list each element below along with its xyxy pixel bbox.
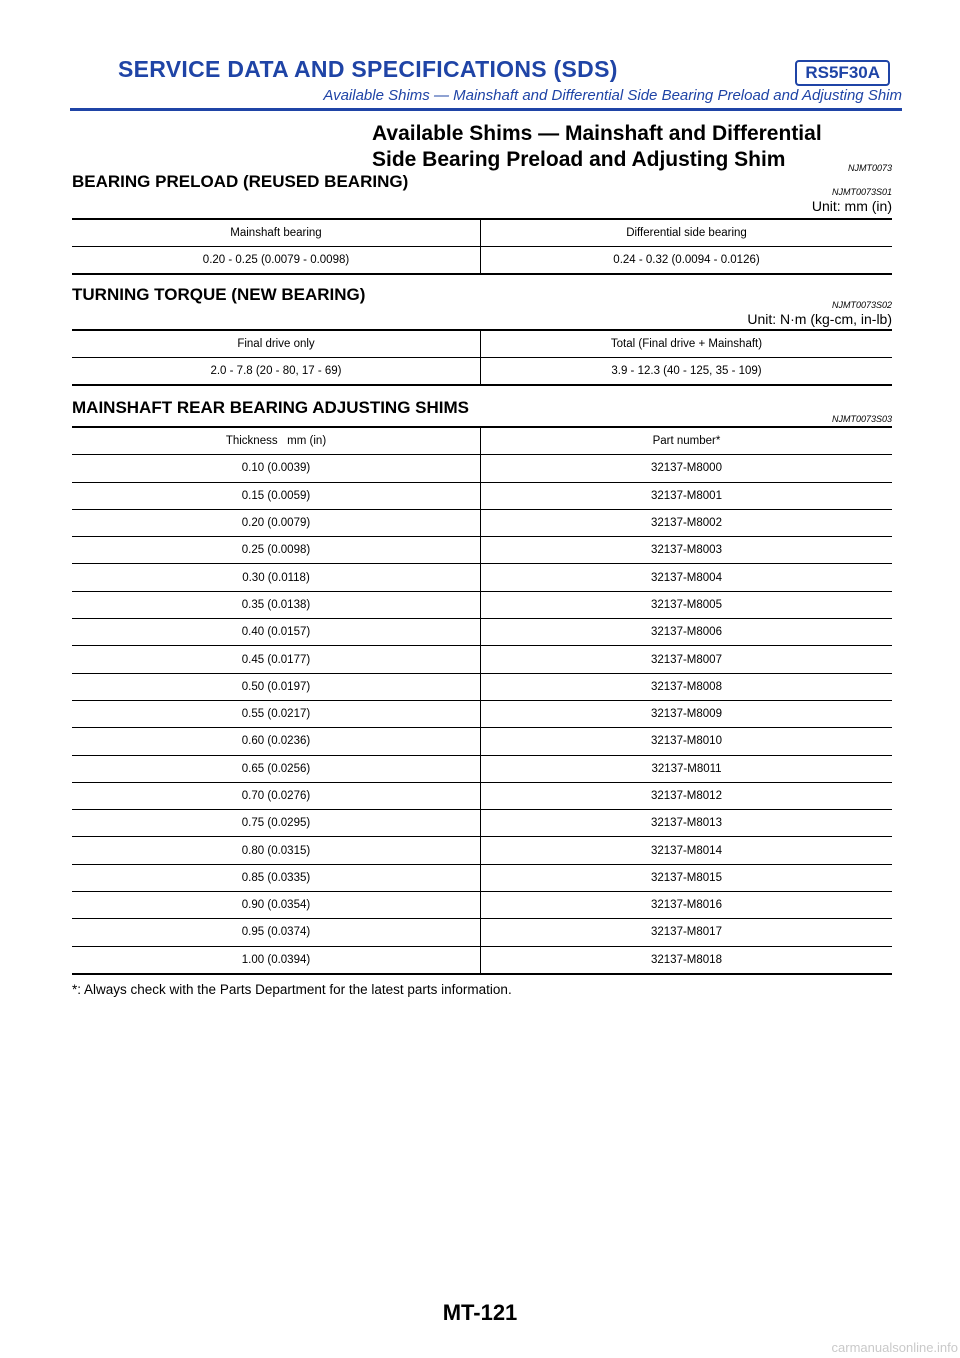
table-cell: 0.15 (0.0059) <box>72 482 481 509</box>
table-cell: 0.65 (0.0256) <box>72 755 481 782</box>
table-header-cell: Differential side bearing <box>481 219 893 247</box>
table-row <box>72 728 892 755</box>
header-rule <box>70 108 902 111</box>
table-cell: 32137-M8012 <box>481 782 893 809</box>
table-cell: 0.70 (0.0276) <box>72 782 481 809</box>
main-title-line2: Side Bearing Preload and Adjusting Shim <box>372 148 786 171</box>
table-row <box>72 892 892 919</box>
main-title <box>372 121 832 173</box>
table-cell: 32137-M8008 <box>481 673 893 700</box>
bearing-preload-table <box>72 218 892 275</box>
table-row <box>72 673 892 700</box>
footnote: *: Always check with the Parts Department for the latest parts information. <box>72 982 512 997</box>
table-cell: 2.0 - 7.8 (20 - 80, 17 - 69) <box>72 358 481 386</box>
table-header-row <box>72 219 892 247</box>
table-cell: 32137-M8016 <box>481 892 893 919</box>
section1-title: BEARING PRELOAD (REUSED BEARING) <box>72 172 409 191</box>
table-header-cell: Mainshaft bearing <box>72 219 481 247</box>
table-row <box>72 509 892 536</box>
table-cell: 0.20 (0.0079) <box>72 509 481 536</box>
table-cell: 32137-M8004 <box>481 564 893 591</box>
table-header-cell: Part number* <box>481 427 893 455</box>
table-header-cell: Total (Final drive + Mainshaft) <box>481 330 893 358</box>
table-header-row <box>72 427 892 455</box>
table-cell: 0.45 (0.0177) <box>72 646 481 673</box>
table-cell: 32137-M8006 <box>481 619 893 646</box>
table-cell: 32137-M8018 <box>481 946 893 974</box>
watermark: carmanualsonline.info <box>831 1340 958 1355</box>
table-cell: 0.10 (0.0039) <box>72 455 481 482</box>
section3-ref-code: NJMT0073S03 <box>831 414 892 424</box>
table-header-row <box>72 330 892 358</box>
table-row <box>72 482 892 509</box>
table-row <box>72 864 892 891</box>
table-row <box>72 564 892 591</box>
page-header <box>70 56 902 114</box>
table-cell: 32137-M8002 <box>481 509 893 536</box>
page-number: MT-121 <box>442 1300 518 1325</box>
table-cell: 32137-M8010 <box>481 728 893 755</box>
table-row <box>72 837 892 864</box>
table-cell: 32137-M8013 <box>481 810 893 837</box>
table-cell: 0.35 (0.0138) <box>72 591 481 618</box>
table-row <box>72 358 892 386</box>
table-cell: 0.85 (0.0335) <box>72 864 481 891</box>
section2-unit: Unit: N·m (kg-cm, in-lb) <box>747 311 892 327</box>
table-cell: 32137-M8015 <box>481 864 893 891</box>
table-cell: 0.90 (0.0354) <box>72 892 481 919</box>
table-cell: 0.60 (0.0236) <box>72 728 481 755</box>
table-cell: 32137-M8014 <box>481 837 893 864</box>
header-title: SERVICE DATA AND SPECIFICATIONS (SDS) <box>118 56 618 82</box>
table-cell: 32137-M8000 <box>481 455 893 482</box>
section3-title: MAINSHAFT REAR BEARING ADJUSTING SHIMS <box>72 398 469 417</box>
table-cell: 1.00 (0.0394) <box>72 946 481 974</box>
section1-ref-code: NJMT0073S01 <box>831 187 892 197</box>
model-badge: RS5F30A <box>795 60 890 86</box>
turning-torque-table <box>72 329 892 386</box>
table-row <box>72 810 892 837</box>
table-cell: 3.9 - 12.3 (40 - 125, 35 - 109) <box>481 358 893 386</box>
table-row <box>72 537 892 564</box>
section1-unit: Unit: mm (in) <box>811 198 892 214</box>
table-cell: 32137-M8011 <box>481 755 893 782</box>
table-cell: 0.50 (0.0197) <box>72 673 481 700</box>
table-cell: 32137-M8009 <box>481 700 893 727</box>
section2-title: TURNING TORQUE (NEW BEARING) <box>72 285 366 304</box>
table-cell: 0.95 (0.0374) <box>72 919 481 946</box>
section2-ref-code: NJMT0073S02 <box>831 300 892 310</box>
table-row <box>72 646 892 673</box>
table-row <box>72 591 892 618</box>
table-cell: 0.80 (0.0315) <box>72 837 481 864</box>
table-row <box>72 700 892 727</box>
table-row <box>72 782 892 809</box>
table-cell: 0.20 - 0.25 (0.0079 - 0.0098) <box>72 247 481 275</box>
table-cell: 32137-M8007 <box>481 646 893 673</box>
header-subtitle: Available Shims — Mainshaft and Differential Side Bearing Preload and Adjusting Shim <box>323 87 902 104</box>
table-row <box>72 919 892 946</box>
table-header-cell: Final drive only <box>72 330 481 358</box>
table-cell: 32137-M8001 <box>481 482 893 509</box>
table-cell: 32137-M8005 <box>481 591 893 618</box>
table-row <box>72 247 892 275</box>
table-header-cell: Thickness mm (in) <box>72 427 481 455</box>
adjusting-shims-table <box>72 426 892 975</box>
table-cell: 0.75 (0.0295) <box>72 810 481 837</box>
table-row <box>72 455 892 482</box>
table-cell: 32137-M8017 <box>481 919 893 946</box>
table-cell: 0.40 (0.0157) <box>72 619 481 646</box>
main-title-line1: Available Shims — Mainshaft and Differential <box>372 122 822 145</box>
main-ref-code: NJMT0073 <box>847 163 892 173</box>
table-cell: 0.30 (0.0118) <box>72 564 481 591</box>
table-row <box>72 755 892 782</box>
table-cell: 0.25 (0.0098) <box>72 537 481 564</box>
table-row <box>72 946 892 974</box>
table-cell: 0.24 - 0.32 (0.0094 - 0.0126) <box>481 247 893 275</box>
table-row <box>72 619 892 646</box>
table-cell: 32137-M8003 <box>481 537 893 564</box>
table-cell: 0.55 (0.0217) <box>72 700 481 727</box>
